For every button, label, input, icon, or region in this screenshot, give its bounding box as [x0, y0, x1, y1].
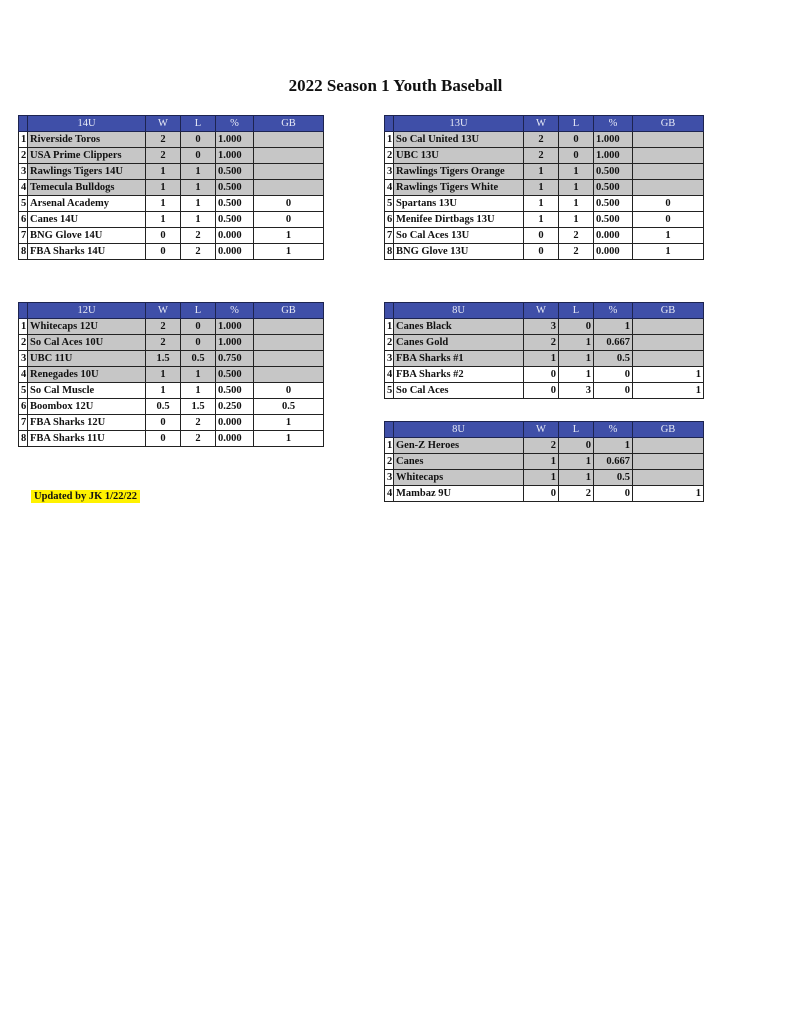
row-team: Arsenal Academy	[28, 196, 146, 212]
table-row	[19, 148, 324, 164]
table-header	[385, 303, 704, 319]
table-row	[385, 228, 704, 244]
row-team: Canes Gold	[394, 335, 524, 351]
header-pct: %	[594, 116, 633, 132]
header-blank	[385, 303, 394, 319]
row-rank: 2	[19, 335, 28, 351]
row-team: UBC 13U	[394, 148, 524, 164]
row-pct: 0	[594, 383, 633, 399]
row-wins: 1	[146, 180, 181, 196]
header-blank	[19, 116, 28, 132]
page-title: 2022 Season 1 Youth Baseball	[288, 76, 503, 95]
header-blank	[19, 303, 28, 319]
row-wins: 2	[524, 438, 559, 454]
row-pct: 1.000	[216, 148, 254, 164]
row-pct: 0.500	[216, 383, 254, 399]
row-losses: 1	[181, 212, 216, 228]
row-pct: 0.5	[594, 470, 633, 486]
row-pct: 0	[594, 486, 633, 502]
row-wins: 3	[524, 319, 559, 335]
row-team: Canes Black	[394, 319, 524, 335]
row-losses: 0	[181, 148, 216, 164]
row-team: Boombox 12U	[28, 399, 146, 415]
row-pct: 1.000	[216, 335, 254, 351]
row-team: So Cal Aces	[394, 383, 524, 399]
row-losses: 1	[181, 383, 216, 399]
row-rank: 1	[385, 319, 394, 335]
table-row	[19, 399, 324, 415]
row-wins: 2	[146, 319, 181, 335]
table-row	[19, 212, 324, 228]
row-wins: 0	[524, 486, 559, 502]
row-pct: 0.500	[216, 180, 254, 196]
row-team: Rawlings Tigers White	[394, 180, 524, 196]
table-row	[385, 319, 704, 335]
row-team: So Cal United 13U	[394, 132, 524, 148]
row-pct: 0.500	[216, 212, 254, 228]
standings-table-14u	[18, 115, 324, 260]
row-wins: 2	[524, 335, 559, 351]
row-team: Canes 14U	[28, 212, 146, 228]
row-gb	[633, 180, 704, 196]
table-row	[385, 486, 704, 502]
header-losses: L	[559, 303, 594, 319]
row-wins: 2	[524, 148, 559, 164]
header-wins: W	[524, 303, 559, 319]
standings-table-8u-b	[384, 421, 704, 502]
row-gb: 1	[633, 486, 704, 502]
row-pct: 0.500	[594, 180, 633, 196]
row-rank: 3	[385, 351, 394, 367]
row-losses: 1	[559, 454, 594, 470]
row-pct: 0.500	[216, 196, 254, 212]
row-team: BNG Glove 14U	[28, 228, 146, 244]
row-wins: 0.5	[146, 399, 181, 415]
row-gb	[633, 438, 704, 454]
header-losses: L	[559, 116, 594, 132]
row-rank: 5	[19, 196, 28, 212]
row-wins: 1	[146, 164, 181, 180]
row-wins: 1	[146, 367, 181, 383]
row-gb	[633, 148, 704, 164]
row-wins: 2	[146, 335, 181, 351]
row-gb	[633, 335, 704, 351]
row-pct: 0.250	[216, 399, 254, 415]
row-gb	[633, 351, 704, 367]
table-row	[385, 454, 704, 470]
row-pct: 0.500	[594, 164, 633, 180]
row-rank: 4	[385, 367, 394, 383]
header-losses: L	[559, 422, 594, 438]
row-gb	[633, 132, 704, 148]
header-wins: W	[524, 422, 559, 438]
row-pct: 0.000	[216, 228, 254, 244]
row-pct: 0.5	[594, 351, 633, 367]
row-wins: 1	[146, 212, 181, 228]
row-gb: 1	[254, 431, 324, 447]
row-rank: 1	[385, 132, 394, 148]
row-gb	[254, 164, 324, 180]
row-rank: 8	[19, 431, 28, 447]
row-gb: 0.5	[254, 399, 324, 415]
row-gb: 1	[633, 367, 704, 383]
table-row	[385, 351, 704, 367]
row-gb: 0	[633, 196, 704, 212]
row-team: Spartans 13U	[394, 196, 524, 212]
table-row	[19, 415, 324, 431]
row-pct: 0.750	[216, 351, 254, 367]
row-wins: 0	[524, 367, 559, 383]
row-wins: 1.5	[146, 351, 181, 367]
table-row	[385, 180, 704, 196]
table-row	[385, 244, 704, 260]
row-pct: 0.000	[594, 244, 633, 260]
row-rank: 6	[385, 212, 394, 228]
row-gb	[254, 335, 324, 351]
row-losses: 0	[181, 132, 216, 148]
row-pct: 1	[594, 319, 633, 335]
header-division: 8U	[394, 303, 524, 319]
table-row	[385, 335, 704, 351]
header-gb: GB	[254, 303, 324, 319]
row-team: So Cal Muscle	[28, 383, 146, 399]
row-pct: 0.000	[216, 415, 254, 431]
row-rank: 6	[19, 399, 28, 415]
row-wins: 1	[524, 212, 559, 228]
row-team: Temecula Bulldogs	[28, 180, 146, 196]
header-gb: GB	[633, 422, 704, 438]
row-rank: 8	[385, 244, 394, 260]
row-wins: 1	[524, 180, 559, 196]
row-losses: 0.5	[181, 351, 216, 367]
table-row	[385, 148, 704, 164]
row-team: So Cal Aces 10U	[28, 335, 146, 351]
header-division: 12U	[28, 303, 146, 319]
row-gb: 1	[254, 228, 324, 244]
header-losses: L	[181, 303, 216, 319]
row-losses: 2	[559, 486, 594, 502]
row-gb: 1	[633, 244, 704, 260]
standings-table-12u	[18, 302, 324, 447]
table-row	[19, 196, 324, 212]
row-team: FBA Sharks 12U	[28, 415, 146, 431]
row-team: BNG Glove 13U	[394, 244, 524, 260]
row-rank: 2	[385, 454, 394, 470]
row-team: Rawlings Tigers Orange	[394, 164, 524, 180]
row-losses: 2	[559, 228, 594, 244]
row-team: Riverside Toros	[28, 132, 146, 148]
row-wins: 0	[146, 228, 181, 244]
row-losses: 1.5	[181, 399, 216, 415]
row-losses: 1	[181, 164, 216, 180]
row-gb	[633, 164, 704, 180]
row-wins: 1	[146, 196, 181, 212]
row-wins: 1	[524, 470, 559, 486]
table-row	[385, 132, 704, 148]
row-rank: 5	[385, 383, 394, 399]
row-gb: 1	[633, 383, 704, 399]
row-rank: 3	[385, 164, 394, 180]
row-losses: 1	[559, 164, 594, 180]
table-row	[385, 212, 704, 228]
header-blank	[385, 422, 394, 438]
row-wins: 2	[146, 132, 181, 148]
row-wins: 2	[524, 132, 559, 148]
row-rank: 8	[19, 244, 28, 260]
row-losses: 0	[181, 319, 216, 335]
row-rank: 1	[385, 438, 394, 454]
row-team: FBA Sharks 14U	[28, 244, 146, 260]
row-gb: 0	[254, 196, 324, 212]
row-gb	[254, 132, 324, 148]
table-row	[19, 244, 324, 260]
row-rank: 4	[19, 367, 28, 383]
table-row	[19, 180, 324, 196]
header-division: 13U	[394, 116, 524, 132]
row-wins: 0	[146, 431, 181, 447]
table-header	[385, 116, 704, 132]
row-team: Menifee Dirtbags 13U	[394, 212, 524, 228]
row-rank: 5	[19, 383, 28, 399]
table-row	[19, 383, 324, 399]
row-wins: 1	[524, 164, 559, 180]
table-row	[19, 367, 324, 383]
row-rank: 7	[385, 228, 394, 244]
header-blank	[385, 116, 394, 132]
row-team: FBA Sharks 11U	[28, 431, 146, 447]
row-rank: 5	[385, 196, 394, 212]
row-rank: 2	[385, 335, 394, 351]
row-gb	[633, 470, 704, 486]
row-rank: 6	[19, 212, 28, 228]
row-losses: 1	[559, 212, 594, 228]
table-row	[385, 367, 704, 383]
header-gb: GB	[633, 116, 704, 132]
table-row	[19, 351, 324, 367]
row-rank: 1	[19, 319, 28, 335]
table-header	[19, 116, 324, 132]
row-losses: 3	[559, 383, 594, 399]
row-gb	[633, 319, 704, 335]
table-row	[385, 196, 704, 212]
table-row	[19, 132, 324, 148]
header-wins: W	[146, 303, 181, 319]
row-rank: 3	[19, 164, 28, 180]
table-header	[385, 422, 704, 438]
row-wins: 0	[524, 228, 559, 244]
row-pct: 0.667	[594, 454, 633, 470]
table-row	[19, 228, 324, 244]
row-losses: 1	[559, 470, 594, 486]
row-team: UBC 11U	[28, 351, 146, 367]
row-wins: 0	[524, 244, 559, 260]
row-losses: 0	[559, 438, 594, 454]
table-row	[19, 335, 324, 351]
row-losses: 1	[181, 180, 216, 196]
row-pct: 0.500	[216, 367, 254, 383]
table-header	[19, 303, 324, 319]
row-losses: 0	[559, 319, 594, 335]
row-gb: 1	[254, 244, 324, 260]
row-losses: 2	[181, 244, 216, 260]
row-gb	[254, 367, 324, 383]
row-pct: 0.000	[216, 244, 254, 260]
standings-table-13u	[384, 115, 704, 260]
row-gb	[254, 180, 324, 196]
row-losses: 0	[559, 132, 594, 148]
row-wins: 2	[146, 148, 181, 164]
table-row	[385, 383, 704, 399]
row-gb	[254, 319, 324, 335]
standings-table-8u-a	[384, 302, 704, 399]
header-pct: %	[594, 422, 633, 438]
row-rank: 2	[385, 148, 394, 164]
row-pct: 0.000	[594, 228, 633, 244]
row-pct: 0.500	[594, 212, 633, 228]
row-losses: 1	[559, 351, 594, 367]
row-losses: 1	[181, 367, 216, 383]
row-rank: 2	[19, 148, 28, 164]
table-row	[19, 431, 324, 447]
header-pct: %	[216, 303, 254, 319]
row-wins: 1	[524, 454, 559, 470]
row-gb: 0	[633, 212, 704, 228]
row-gb	[254, 351, 324, 367]
row-wins: 1	[524, 196, 559, 212]
row-team: Renegades 10U	[28, 367, 146, 383]
row-gb	[254, 148, 324, 164]
header-division: 8U	[394, 422, 524, 438]
row-losses: 1	[559, 335, 594, 351]
row-team: Whitecaps	[394, 470, 524, 486]
table-row	[19, 164, 324, 180]
row-losses: 0	[181, 335, 216, 351]
row-team: Gen-Z Heroes	[394, 438, 524, 454]
row-pct: 1	[594, 438, 633, 454]
row-rank: 4	[19, 180, 28, 196]
row-pct: 0.500	[216, 164, 254, 180]
row-gb: 1	[254, 415, 324, 431]
row-losses: 0	[559, 148, 594, 164]
row-pct: 0	[594, 367, 633, 383]
row-pct: 1.000	[216, 132, 254, 148]
row-losses: 2	[181, 228, 216, 244]
row-wins: 0	[146, 244, 181, 260]
row-rank: 3	[385, 470, 394, 486]
updated-note: Updated by JK 1/22/22	[31, 490, 140, 503]
row-losses: 1	[181, 196, 216, 212]
row-losses: 2	[559, 244, 594, 260]
row-pct: 1.000	[216, 319, 254, 335]
row-gb: 0	[254, 212, 324, 228]
row-losses: 1	[559, 180, 594, 196]
row-pct: 0.500	[594, 196, 633, 212]
row-team: Whitecaps 12U	[28, 319, 146, 335]
row-pct: 1.000	[594, 148, 633, 164]
header-gb: GB	[633, 303, 704, 319]
row-gb	[633, 454, 704, 470]
row-wins: 1	[146, 383, 181, 399]
row-losses: 2	[181, 431, 216, 447]
row-pct: 0.667	[594, 335, 633, 351]
header-wins: W	[146, 116, 181, 132]
row-rank: 7	[19, 415, 28, 431]
row-losses: 1	[559, 367, 594, 383]
row-pct: 0.000	[216, 431, 254, 447]
table-row	[19, 319, 324, 335]
row-gb: 1	[633, 228, 704, 244]
row-losses: 1	[559, 196, 594, 212]
row-wins: 1	[524, 351, 559, 367]
row-wins: 0	[524, 383, 559, 399]
table-row	[385, 164, 704, 180]
header-wins: W	[524, 116, 559, 132]
header-gb: GB	[254, 116, 324, 132]
row-team: Mambaz 9U	[394, 486, 524, 502]
row-gb: 0	[254, 383, 324, 399]
row-rank: 3	[19, 351, 28, 367]
row-team: FBA Sharks #2	[394, 367, 524, 383]
row-team: So Cal Aces 13U	[394, 228, 524, 244]
row-rank: 4	[385, 180, 394, 196]
header-division: 14U	[28, 116, 146, 132]
table-row	[385, 438, 704, 454]
header-pct: %	[216, 116, 254, 132]
row-rank: 7	[19, 228, 28, 244]
header-losses: L	[181, 116, 216, 132]
row-rank: 4	[385, 486, 394, 502]
row-team: USA Prime Clippers	[28, 148, 146, 164]
header-pct: %	[594, 303, 633, 319]
row-team: FBA Sharks #1	[394, 351, 524, 367]
row-losses: 2	[181, 415, 216, 431]
row-pct: 1.000	[594, 132, 633, 148]
table-row	[385, 470, 704, 486]
row-rank: 1	[19, 132, 28, 148]
row-team: Canes	[394, 454, 524, 470]
row-wins: 0	[146, 415, 181, 431]
row-team: Rawlings Tigers 14U	[28, 164, 146, 180]
